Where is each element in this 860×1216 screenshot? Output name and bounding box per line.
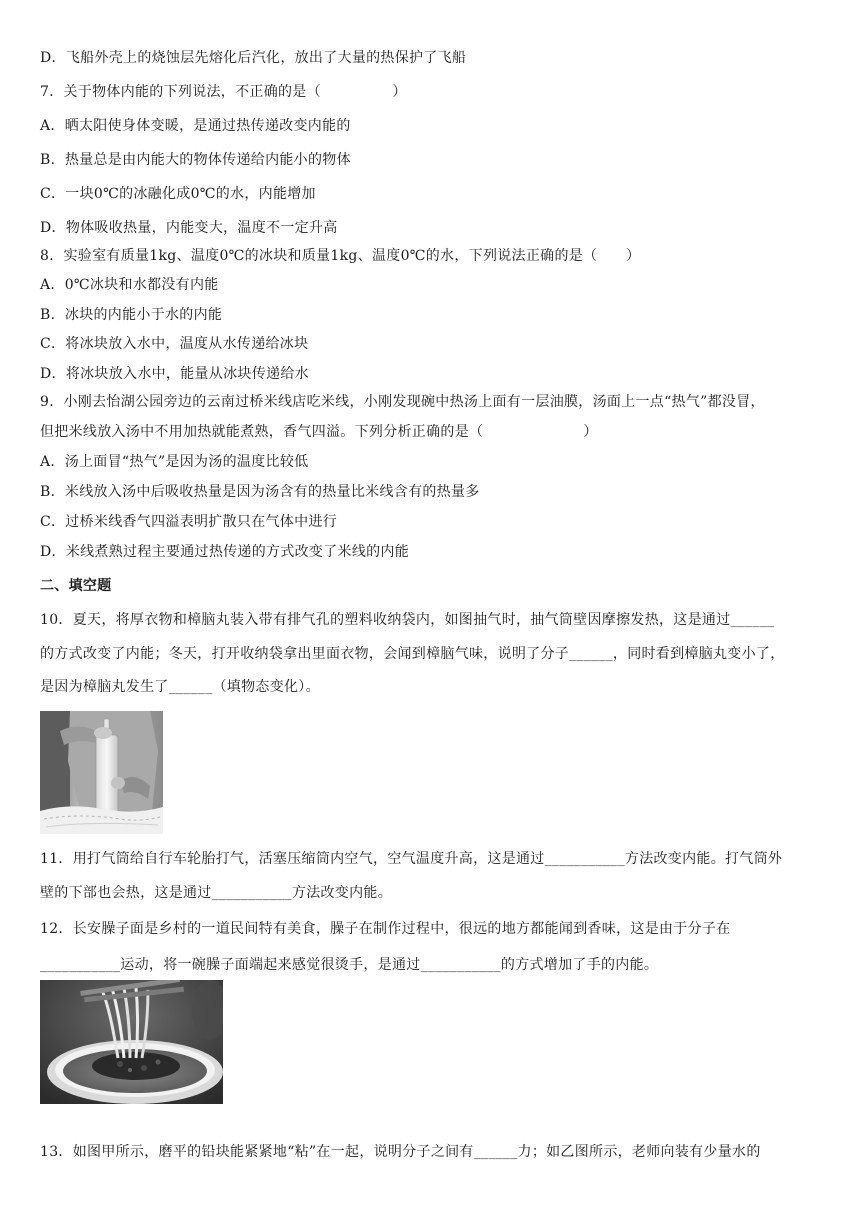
q11-line2: 壁的下部也会热，这是通过___________方法改变内能。 [40, 885, 392, 901]
q8-option-c: C．将冰块放入水中，温度从水传递给冰块 [40, 336, 309, 352]
noodles-bowl-photo [40, 980, 223, 1104]
q10-line1: 10．夏天，将厚衣物和樟脑丸装入带有排气孔的塑料收纳袋内，如图抽气时，抽气筒壁因摩擦发热，这是通过______ [40, 612, 775, 628]
q8-stem: 8．实验室有质量1kg、温度0℃的冰块和质量1kg、温度0℃的水，下列说法正确的是（ ） [40, 248, 641, 264]
q13-line1: 13．如图甲所示，磨平的铅块能紧紧地“粘”在一起，说明分子之间有______力；如乙图所示，老师向装有少量水的 [40, 1144, 761, 1160]
q8-option-d: D．将冰块放入水中，能量从冰块传递给水 [40, 366, 309, 382]
q9-option-d: D．米线煮熟过程主要通过热传递的方式改变了米线的内能 [40, 544, 410, 560]
q8-option-b: B．冰块的内能小于水的内能 [40, 307, 223, 323]
noodles-bowl-illustration [40, 980, 223, 1104]
q10-line3: 是因为樟脑丸发生了______（填物态变化）。 [40, 679, 320, 695]
storage-bag-pump-photo [40, 711, 163, 834]
q12-line1: 12．长安臊子面是乡村的一道民间特有美食，臊子在制作过程中，很远的地方都能闻到香味，这是由于分子在 [40, 921, 731, 937]
q7-option-d: D．物体吸收热量，内能变大，温度不一定升高 [40, 220, 338, 236]
q6-option-d: D．飞船外壳上的烧蚀层先熔化后汽化，放出了大量的热保护了飞船 [40, 50, 467, 66]
q7-option-a: A．晒太阳使身体变暖，是通过热传递改变内能的 [40, 118, 351, 134]
section-title-fill-in: 二、填空题 [40, 578, 112, 594]
q9-stem-line1: 9．小刚去怡湖公园旁边的云南过桥米线店吃米线，小刚发现碗中热汤上面有一层油膜，汤面上一点“热气”都没冒， [40, 394, 765, 410]
q12-line2: ___________运动，将一碗臊子面端起来感觉很烫手，是通过___________的方式增加了手的内能。 [40, 957, 659, 973]
q11-line1: 11．用打气筒给自行车轮胎打气，活塞压缩筒内空气，空气温度升高，这是通过___________方法改变内能。打气筒外 [40, 851, 783, 867]
q8-option-a: A．0℃冰块和水都没有内能 [40, 277, 219, 293]
q10-line2: 的方式改变了内能；冬天，打开收纳袋拿出里面衣物，会闻到樟脑气味，说明了分子______，同时看到樟脑丸变小了， [40, 646, 785, 662]
storage-bag-pump-illustration [40, 711, 163, 834]
q9-option-a: A．汤上面冒“热气”是因为汤的温度比较低 [40, 454, 309, 470]
q9-option-c: C．过桥米线香气四溢表明扩散只在气体中进行 [40, 514, 338, 530]
q7-option-b: B．热量总是由内能大的物体传递给内能小的物体 [40, 152, 351, 168]
q7-stem: 7．关于物体内能的下列说法，不正确的是（ ） [40, 84, 407, 100]
q9-option-b: B．米线放入汤中后吸收热量是因为汤含有的热量比米线含有的热量多 [40, 484, 480, 500]
q7-option-c: C．一块0℃的冰融化成0℃的水，内能增加 [40, 186, 316, 202]
q9-stem-line2: 但把米线放入汤中不用加热就能煮熟，香气四溢。下列分析正确的是（ ） [40, 424, 598, 440]
